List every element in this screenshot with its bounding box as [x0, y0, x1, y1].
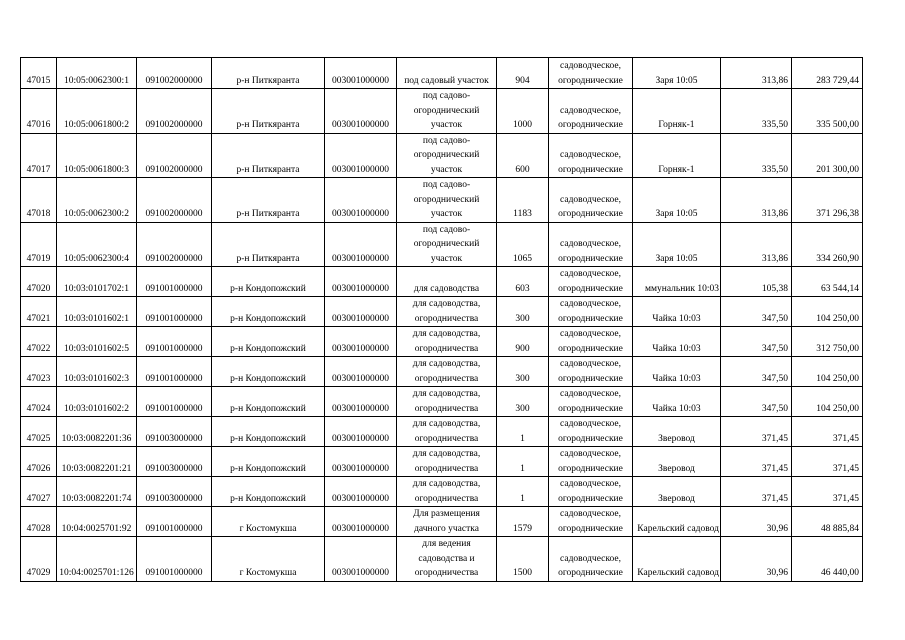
- cell-record-id: 47017: [21, 133, 57, 178]
- table-row: [21, 222, 863, 267]
- cell-cadastral-number: 10:05:0062300:4: [57, 222, 137, 267]
- cell-area: 1: [497, 417, 549, 447]
- cell-cadastral-value: 371,45: [792, 417, 863, 447]
- cell-district: р-н Кондопожский: [212, 327, 325, 357]
- cell-partnership: Заря 10:05: [633, 178, 721, 223]
- cell-district: р-н Питкяранта: [212, 222, 325, 267]
- cell-cadastral-number: 10:03:0082201:36: [57, 417, 137, 447]
- cell-land-category: садоводческое, огороднические: [549, 222, 633, 267]
- cell-district: р-н Питкяранта: [212, 58, 325, 89]
- cell-okato-code: 091003000000: [137, 477, 212, 507]
- cell-specific-value: 347,50: [721, 357, 792, 387]
- cell-cadastral-number: 10:05:0061800:2: [57, 89, 137, 134]
- cell-district: р-н Кондопожский: [212, 297, 325, 327]
- cell-oktmo-code: 003001000000: [325, 417, 397, 447]
- cell-oktmo-code: 003001000000: [325, 267, 397, 297]
- cell-permitted-use: под садово-огороднический участок: [397, 178, 497, 223]
- cell-partnership: Чайка 10:03: [633, 387, 721, 417]
- cell-land-category: садоводческое, огороднические: [549, 58, 633, 89]
- cell-cadastral-number: 10:05:0062300:1: [57, 58, 137, 89]
- cell-land-category: садоводческое, огороднические: [549, 89, 633, 134]
- cell-land-category: садоводческое, огороднические: [549, 477, 633, 507]
- cell-area: 1183: [497, 178, 549, 223]
- cell-cadastral-value: 283 729,44: [792, 58, 863, 89]
- cell-cadastral-number: 10:04:0025701:92: [57, 507, 137, 537]
- cell-okato-code: 091002000000: [137, 178, 212, 223]
- cell-district: г Костомукша: [212, 507, 325, 537]
- cell-area: 1579: [497, 507, 549, 537]
- cell-land-category: садоводческое, огороднические: [549, 387, 633, 417]
- cell-permitted-use: для ведения садоводства и огородничества: [397, 537, 497, 582]
- cell-okato-code: 091003000000: [137, 417, 212, 447]
- cell-cadastral-value: 371 296,38: [792, 178, 863, 223]
- cell-okato-code: 091002000000: [137, 89, 212, 134]
- cell-land-category: садоводческое, огороднические: [549, 537, 633, 582]
- cell-cadastral-value: 334 260,90: [792, 222, 863, 267]
- cell-area: 1500: [497, 537, 549, 582]
- cell-oktmo-code: 003001000000: [325, 507, 397, 537]
- cell-specific-value: 335,50: [721, 89, 792, 134]
- cell-specific-value: 347,50: [721, 327, 792, 357]
- cell-record-id: 47026: [21, 447, 57, 477]
- cell-cadastral-value: 46 440,00: [792, 537, 863, 582]
- cell-permitted-use: для садоводства, огородничества: [397, 417, 497, 447]
- cell-cadastral-value: 104 250,00: [792, 387, 863, 417]
- table-row: [21, 133, 863, 178]
- cell-record-id: 47022: [21, 327, 57, 357]
- cell-permitted-use: для садоводства, огородничества: [397, 357, 497, 387]
- cell-okato-code: 091001000000: [137, 297, 212, 327]
- cell-record-id: 47028: [21, 507, 57, 537]
- cell-specific-value: 347,50: [721, 297, 792, 327]
- cell-partnership: Горняк-1: [633, 89, 721, 134]
- cell-record-id: 47021: [21, 297, 57, 327]
- table-row: [21, 89, 863, 134]
- cell-cadastral-value: 371,45: [792, 447, 863, 477]
- cell-area: 300: [497, 387, 549, 417]
- cell-land-category: садоводческое, огороднические: [549, 507, 633, 537]
- cell-partnership: Зверовод: [633, 447, 721, 477]
- cell-permitted-use: для садоводства, огородничества: [397, 327, 497, 357]
- cell-record-id: 47015: [21, 58, 57, 89]
- cell-specific-value: 105,38: [721, 267, 792, 297]
- cell-okato-code: 091001000000: [137, 267, 212, 297]
- cell-partnership: Горняк-1: [633, 133, 721, 178]
- cell-okato-code: 091001000000: [137, 537, 212, 582]
- cell-cadastral-value: 312 750,00: [792, 327, 863, 357]
- table-row: [21, 447, 863, 477]
- cell-specific-value: 371,45: [721, 447, 792, 477]
- table-row: [21, 357, 863, 387]
- cell-record-id: 47027: [21, 477, 57, 507]
- table-row: [21, 417, 863, 447]
- cell-cadastral-value: 335 500,00: [792, 89, 863, 134]
- cell-district: р-н Питкяранта: [212, 133, 325, 178]
- cell-land-category: садоводческое, огороднические: [549, 133, 633, 178]
- cell-district: р-н Кондопожский: [212, 417, 325, 447]
- cell-district: р-н Питкяранта: [212, 178, 325, 223]
- cell-partnership: Зверовод: [633, 417, 721, 447]
- cell-oktmo-code: 003001000000: [325, 447, 397, 477]
- cell-cadastral-value: 104 250,00: [792, 297, 863, 327]
- cell-partnership: Заря 10:05: [633, 58, 721, 89]
- cell-specific-value: 30,96: [721, 537, 792, 582]
- cell-cadastral-number: 10:03:0082201:21: [57, 447, 137, 477]
- cell-land-category: садоводческое, огороднические: [549, 327, 633, 357]
- cell-cadastral-number: 10:05:0061800:3: [57, 133, 137, 178]
- table-row: [21, 327, 863, 357]
- table-row: [21, 58, 863, 89]
- cell-area: 300: [497, 357, 549, 387]
- cell-specific-value: 371,45: [721, 477, 792, 507]
- cell-oktmo-code: 003001000000: [325, 58, 397, 89]
- cell-area: 1: [497, 447, 549, 477]
- cell-specific-value: 313,86: [721, 178, 792, 223]
- cell-permitted-use: под садовый участок: [397, 58, 497, 89]
- table-row: [21, 267, 863, 297]
- cell-record-id: 47018: [21, 178, 57, 223]
- cell-cadastral-number: 10:03:0101602:5: [57, 327, 137, 357]
- cell-partnership: Карельский садовод: [633, 507, 721, 537]
- cell-permitted-use: для садоводства, огородничества: [397, 297, 497, 327]
- cell-okato-code: 091002000000: [137, 133, 212, 178]
- cell-okato-code: 091001000000: [137, 357, 212, 387]
- cell-cadastral-number: 10:03:0082201:74: [57, 477, 137, 507]
- cell-record-id: 47029: [21, 537, 57, 582]
- cell-okato-code: 091001000000: [137, 507, 212, 537]
- cell-district: р-н Кондопожский: [212, 477, 325, 507]
- table-row: [21, 507, 863, 537]
- cell-cadastral-value: 371,45: [792, 477, 863, 507]
- cell-record-id: 47025: [21, 417, 57, 447]
- cell-district: р-н Питкяранта: [212, 89, 325, 134]
- cell-cadastral-value: 104 250,00: [792, 357, 863, 387]
- cell-partnership: Заря 10:05: [633, 222, 721, 267]
- cell-district: р-н Кондопожский: [212, 387, 325, 417]
- land-plot-table: [20, 57, 863, 582]
- cell-land-category: садоводческое, огороднические: [549, 447, 633, 477]
- cell-permitted-use: под садово-огороднический участок: [397, 222, 497, 267]
- cell-area: 603: [497, 267, 549, 297]
- table-row: [21, 537, 863, 582]
- cell-okato-code: 091003000000: [137, 447, 212, 477]
- cell-oktmo-code: 003001000000: [325, 357, 397, 387]
- cell-okato-code: 091002000000: [137, 222, 212, 267]
- cell-permitted-use: для садоводства, огородничества: [397, 387, 497, 417]
- cell-record-id: 47023: [21, 357, 57, 387]
- cell-oktmo-code: 003001000000: [325, 327, 397, 357]
- cell-specific-value: 30,96: [721, 507, 792, 537]
- cell-oktmo-code: 003001000000: [325, 297, 397, 327]
- cell-district: р-н Кондопожский: [212, 267, 325, 297]
- cell-area: 300: [497, 297, 549, 327]
- cell-partnership: Чайка 10:03: [633, 357, 721, 387]
- cell-area: 1000: [497, 89, 549, 134]
- table-row: [21, 477, 863, 507]
- cell-land-category: садоводческое, огороднические: [549, 267, 633, 297]
- cell-area: 600: [497, 133, 549, 178]
- table-row: [21, 297, 863, 327]
- cell-cadastral-number: 10:05:0062300:2: [57, 178, 137, 223]
- cell-record-id: 47020: [21, 267, 57, 297]
- cell-district: р-н Кондопожский: [212, 447, 325, 477]
- cell-partnership: ммунальник 10:03: [633, 267, 721, 297]
- cell-specific-value: 335,50: [721, 133, 792, 178]
- cell-partnership: Карельский садовод: [633, 537, 721, 582]
- cell-cadastral-number: 10:03:0101702:1: [57, 267, 137, 297]
- cell-land-category: садоводческое, огороднические: [549, 178, 633, 223]
- cell-land-category: садоводческое, огороднические: [549, 297, 633, 327]
- cell-cadastral-value: 201 300,00: [792, 133, 863, 178]
- cell-specific-value: 313,86: [721, 222, 792, 267]
- cell-record-id: 47016: [21, 89, 57, 134]
- cell-okato-code: 091002000000: [137, 58, 212, 89]
- cell-permitted-use: под садово-огороднический участок: [397, 89, 497, 134]
- cell-cadastral-number: 10:03:0101602:2: [57, 387, 137, 417]
- cell-land-category: садоводческое, огороднические: [549, 417, 633, 447]
- cell-specific-value: 371,45: [721, 417, 792, 447]
- cell-permitted-use: для садоводства, огородничества: [397, 477, 497, 507]
- cell-specific-value: 313,86: [721, 58, 792, 89]
- cell-district: р-н Кондопожский: [212, 357, 325, 387]
- cell-cadastral-number: 10:03:0101602:1: [57, 297, 137, 327]
- cell-district: г Костомукша: [212, 537, 325, 582]
- cell-land-category: садоводческое, огороднические: [549, 357, 633, 387]
- cell-area: 1: [497, 477, 549, 507]
- cell-cadastral-number: 10:03:0101602:3: [57, 357, 137, 387]
- cell-cadastral-number: 10:04:0025701:126: [57, 537, 137, 582]
- table-row: [21, 178, 863, 223]
- cell-partnership: Зверовод: [633, 477, 721, 507]
- cell-okato-code: 091001000000: [137, 387, 212, 417]
- cell-cadastral-value: 48 885,84: [792, 507, 863, 537]
- table-row: [21, 387, 863, 417]
- cell-oktmo-code: 003001000000: [325, 537, 397, 582]
- cell-oktmo-code: 003001000000: [325, 387, 397, 417]
- cell-oktmo-code: 003001000000: [325, 178, 397, 223]
- cell-partnership: Чайка 10:03: [633, 297, 721, 327]
- cell-specific-value: 347,50: [721, 387, 792, 417]
- cell-cadastral-value: 63 544,14: [792, 267, 863, 297]
- cell-permitted-use: под садово-огороднический участок: [397, 133, 497, 178]
- cell-area: 900: [497, 327, 549, 357]
- cell-permitted-use: для садоводства: [397, 267, 497, 297]
- cell-area: 904: [497, 58, 549, 89]
- cell-record-id: 47024: [21, 387, 57, 417]
- cell-area: 1065: [497, 222, 549, 267]
- cell-record-id: 47019: [21, 222, 57, 267]
- cell-partnership: Чайка 10:03: [633, 327, 721, 357]
- cell-permitted-use: Для размещения дачного участка: [397, 507, 497, 537]
- cell-oktmo-code: 003001000000: [325, 477, 397, 507]
- cell-oktmo-code: 003001000000: [325, 133, 397, 178]
- cell-oktmo-code: 003001000000: [325, 222, 397, 267]
- cell-permitted-use: для садоводства, огородничества: [397, 447, 497, 477]
- cell-oktmo-code: 003001000000: [325, 89, 397, 134]
- cell-okato-code: 091001000000: [137, 327, 212, 357]
